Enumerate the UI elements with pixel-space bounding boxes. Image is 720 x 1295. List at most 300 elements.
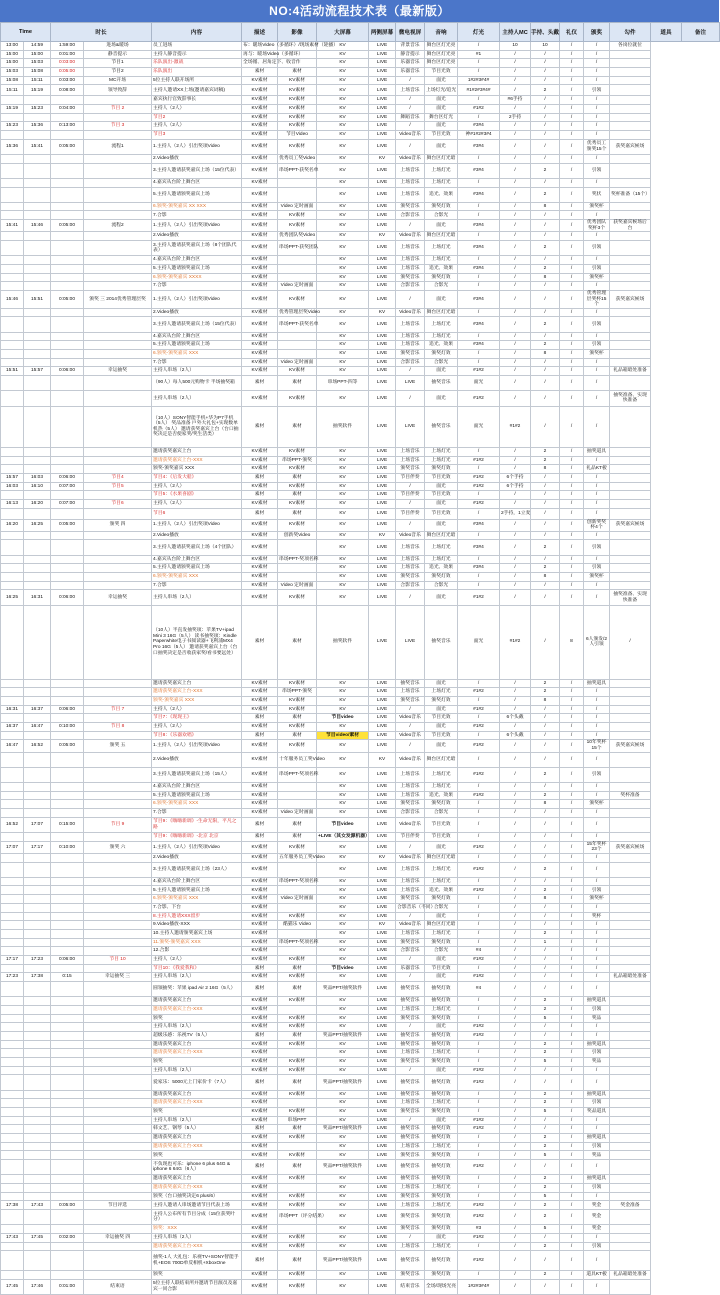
table-cell: KV (317, 232, 369, 241)
table-cell: KV (317, 767, 369, 782)
table-cell: LIVE (369, 491, 396, 500)
table-cell: KV素材 (242, 456, 278, 465)
table-cell: 15:23 (1, 122, 24, 131)
table-cell: / (560, 105, 584, 114)
table-cell (610, 376, 651, 391)
table-cell: 抽奖音乐 (396, 1040, 425, 1049)
table-cell (1, 1090, 24, 1099)
table-cell (51, 308, 84, 317)
table-cell: 主持人串场（2人） (152, 973, 242, 982)
table-row (1, 903, 720, 912)
table-cell (610, 308, 651, 317)
table-cell: / (560, 1049, 584, 1058)
table-cell: 上场音乐 (396, 1201, 425, 1210)
table-cell (1, 154, 24, 163)
table-cell: 串场PPT-奖项名称 (278, 767, 317, 782)
table-cell: / (396, 590, 425, 605)
table-cell: Video音乐 (396, 531, 425, 540)
table-cell: 获奖嘉宾候场后台 (610, 220, 651, 232)
table-cell: / (584, 921, 610, 930)
table-row (1, 791, 720, 800)
table-cell: KV (317, 220, 369, 232)
table-cell: Video 定时画面 (278, 895, 317, 904)
table-cell: 2.Video播放 (152, 154, 242, 163)
table-cell: 主持人（2人） (152, 122, 242, 131)
table-cell (51, 581, 84, 590)
column-header: 勾件 (610, 23, 651, 42)
table-cell: / (500, 929, 531, 938)
table-cell: LIVE (369, 817, 396, 832)
table-cell: LIVE (369, 1160, 396, 1175)
table-cell: KV素材 (242, 886, 278, 895)
table-cell (24, 886, 51, 895)
table-cell: KV (317, 447, 369, 456)
table-cell: 0:06:00 (51, 367, 84, 376)
table-cell: / (500, 982, 531, 997)
table-cell: 15:00 (1, 59, 24, 68)
table-cell: KV (317, 113, 369, 122)
table-cell: / (531, 1066, 560, 1075)
table-cell (610, 68, 651, 77)
table-cell: 抽奖音乐 (425, 605, 458, 679)
table-cell: 节目光效 (425, 473, 458, 482)
table-cell: 2 (531, 564, 560, 573)
table-row (1, 833, 720, 842)
table-cell: 奖金 (584, 1210, 610, 1225)
table-cell: 15:19 (1, 105, 24, 114)
table-cell (84, 877, 152, 886)
table-cell: 2 (531, 163, 560, 178)
table-cell (610, 178, 651, 187)
table-cell: / (560, 122, 584, 131)
table-row (1, 96, 720, 105)
table-cell: LIVE (396, 406, 425, 447)
table-cell: KV (317, 1242, 369, 1251)
table-row (1, 447, 720, 456)
table-cell (51, 391, 84, 406)
table-cell: 0:15 (51, 973, 84, 982)
table-row (1, 519, 720, 531)
table-cell (24, 406, 51, 447)
table-cell (51, 809, 84, 818)
table-cell: #1#2 (458, 456, 500, 465)
table-cell: 颁奖杯 (584, 895, 610, 904)
table-cell: 主持人串场（2人） (152, 1234, 242, 1243)
table-cell: 节目5 (84, 482, 152, 491)
table-cell: / (560, 256, 584, 265)
table-cell: / (458, 731, 500, 740)
table-cell: 颁奖 (152, 1014, 242, 1023)
table-cell: LIVE (369, 291, 396, 309)
table-cell: KV素材 (242, 1242, 278, 1251)
table-cell: / (584, 508, 610, 519)
table-cell: 上场音乐 (396, 1242, 425, 1251)
table-cell: / (458, 929, 500, 938)
table-cell: 串场PPT-奖项名称 (278, 555, 317, 564)
table-cell: / (584, 929, 610, 938)
table-cell: LIVE (369, 76, 396, 85)
table-cell (610, 581, 651, 590)
table-cell (51, 929, 84, 938)
table-cell: / (458, 1099, 500, 1108)
table-cell: 7.合影 (152, 809, 242, 818)
table-cell: / (396, 391, 425, 406)
table-cell (84, 211, 152, 220)
table-cell: / (531, 555, 560, 564)
table-cell (610, 154, 651, 163)
table-cell: / (560, 1040, 584, 1049)
table-cell (51, 1090, 84, 1099)
table-cell: / (531, 367, 560, 376)
table-row (1, 1090, 720, 1099)
table-cell: KV素材 (242, 241, 278, 256)
table-cell (24, 605, 51, 679)
table-cell: / (458, 903, 500, 912)
table-cell: / (560, 1151, 584, 1160)
table-cell: / (458, 1090, 500, 1099)
table-cell: 抽奖灯效 (425, 1175, 458, 1184)
table-cell: 节目7：《现现王》 (152, 714, 242, 723)
table-cell: 15:51 (24, 291, 51, 309)
table-cell: 主持人邀请人串场邀请节目代表上场 (152, 1201, 242, 1210)
table-cell: 奖品 (584, 1058, 610, 1067)
table-cell (24, 350, 51, 359)
table-row (1, 232, 720, 241)
table-cell: / (560, 465, 584, 474)
table-cell: KV素材 (242, 783, 278, 792)
table-cell (84, 163, 152, 178)
table-cell: / (584, 1160, 610, 1175)
table-cell: / (560, 376, 584, 391)
table-cell: 抽奖软件 (317, 406, 369, 447)
table-cell: 上场音乐 (396, 929, 425, 938)
table-cell: 3.主持人邀请获奖嘉宾上场（4个团队） (152, 540, 242, 555)
table-cell: KV素材 (242, 282, 278, 291)
table-cell: 素材 (242, 68, 278, 77)
table-cell: / (584, 1279, 610, 1294)
table-row (1, 508, 720, 519)
table-cell: 优秀团队奖Video (278, 232, 317, 241)
table-cell: 主持人（2人） (152, 105, 242, 114)
table-cell: KV素材 (242, 1040, 278, 1049)
table-cell (1, 1175, 24, 1184)
table-cell: / (500, 938, 531, 947)
table-cell: KV (317, 590, 369, 605)
table-cell: LIVE (369, 1242, 396, 1251)
table-cell: / (560, 938, 584, 947)
table-cell (1, 163, 24, 178)
table-cell: 获奖嘉宾候场 (610, 139, 651, 154)
table-cell: #1#2 (458, 1116, 500, 1125)
table-cell: LIVE (369, 447, 396, 456)
table-cell: / (531, 841, 560, 853)
table-cell: / (396, 723, 425, 732)
table-cell: #1#2 (458, 1160, 500, 1175)
table-cell: 9.Video播放-XXX (152, 921, 242, 930)
table-cell: LIVE (369, 273, 396, 282)
table-cell (610, 256, 651, 265)
table-cell (84, 273, 152, 282)
table-cell: 颁奖音乐 (396, 696, 425, 705)
table-cell: 颁奖灯效 (425, 202, 458, 211)
table-cell (24, 1090, 51, 1099)
table-cell: / (584, 688, 610, 697)
table-cell: KV (317, 332, 369, 341)
table-cell: 面光 (458, 376, 500, 391)
table-cell: / (458, 308, 500, 317)
table-cell: 0:05:00 (51, 139, 84, 154)
table-cell: / (458, 508, 500, 519)
table-cell: 5位主持人联开场所 (152, 76, 242, 85)
table-cell: / (560, 220, 584, 232)
table-cell: 上场音乐 (396, 241, 425, 256)
table-cell: / (500, 1040, 531, 1049)
table-cell: LIVE (369, 800, 396, 809)
table-cell: 奖品PPT/抽奖软件 (317, 1160, 369, 1175)
table-cell: KV素材 (242, 997, 278, 1006)
table-cell (24, 178, 51, 187)
table-cell: 0:06:00 (51, 590, 84, 605)
table-cell: 0:10:00 (51, 723, 84, 732)
table-cell (610, 1242, 651, 1251)
table-cell: 颁奖灯效 (425, 1108, 458, 1117)
table-cell: 1 (531, 938, 560, 947)
table-cell: 6.颁奖-颁奖嘉宾 XX XXX (152, 202, 242, 211)
table-cell: / (531, 76, 560, 85)
table-row (1, 273, 720, 282)
table-cell (84, 96, 152, 105)
table-cell: 邀请获奖嘉宾上台 (152, 1040, 242, 1049)
table-cell (610, 540, 651, 555)
table-cell (1, 947, 24, 956)
table-cell: 节目5：《水果喜剧》 (152, 491, 242, 500)
table-cell (610, 997, 651, 1006)
table-cell (24, 1175, 51, 1184)
table-cell: 颁奖音乐 (396, 573, 425, 582)
table-cell (1, 508, 24, 519)
table-cell: KV (317, 273, 369, 282)
table-cell: Video 定时画面 (278, 202, 317, 211)
table-cell: LIVE (369, 581, 396, 590)
table-cell: 酷猫乐 Video (278, 921, 317, 930)
table-cell: 17:38 (24, 973, 51, 982)
table-cell: 2 (531, 791, 560, 800)
table-cell (278, 332, 317, 341)
table-cell: / (500, 358, 531, 367)
table-cell: / (560, 232, 584, 241)
table-cell: / (610, 605, 651, 679)
table-cell: 优秀团队奖杯3个 (584, 220, 610, 232)
table-cell: 结束音乐 (396, 1279, 425, 1294)
table-cell: / (531, 973, 560, 982)
table-cell: #4 (458, 982, 500, 997)
table-cell: KV素材 (242, 800, 278, 809)
table-cell: / (500, 1251, 531, 1271)
table-cell: Video音乐 (396, 853, 425, 862)
table-cell: Video 定时画面 (278, 581, 317, 590)
table-cell: / (396, 912, 425, 921)
table-cell: Video音乐 (396, 817, 425, 832)
table-cell (610, 113, 651, 122)
table-cell: / (500, 350, 531, 359)
table-cell: / (560, 341, 584, 350)
table-cell (610, 679, 651, 688)
table-cell (1, 1192, 24, 1201)
table-cell: 16:20 (1, 519, 24, 531)
table-cell: LIVE (369, 877, 396, 886)
table-cell: 面光 (425, 705, 458, 714)
table-cell: / (500, 955, 531, 964)
table-cell: KV (317, 122, 369, 131)
table-cell: 主持人（2人） (152, 500, 242, 509)
table-cell: / (500, 752, 531, 767)
table-cell: 奖品 (584, 1151, 610, 1160)
table-cell: / (396, 1234, 425, 1243)
table-cell: KV素材 (242, 696, 278, 705)
table-cell: 上场音乐 (396, 332, 425, 341)
table-row (1, 341, 720, 350)
table-cell: 邀请获奖嘉宾上台-XXX (152, 688, 242, 697)
table-cell (278, 1225, 317, 1234)
table-row (1, 696, 720, 705)
table-cell: / (560, 817, 584, 832)
table-cell: 0:05:00 (51, 519, 84, 531)
table-cell (1, 406, 24, 447)
table-cell (610, 85, 651, 96)
table-cell: / (500, 1142, 531, 1151)
table-cell: / (500, 1184, 531, 1193)
table-cell (1, 853, 24, 862)
table-cell: 上场音乐 (396, 1142, 425, 1151)
table-cell (24, 264, 51, 273)
table-cell: 引领 (584, 241, 610, 256)
table-cell: #3#4 (458, 163, 500, 178)
table-cell: 2 (531, 1201, 560, 1210)
table-cell: / (458, 752, 500, 767)
table-cell: 上场灯光 (425, 178, 458, 187)
table-cell (84, 783, 152, 792)
table-cell (24, 282, 51, 291)
table-cell: / (500, 791, 531, 800)
table-cell: KV素材 (242, 973, 278, 982)
table-cell: 颁奖-颁奖嘉宾 XXX (152, 696, 242, 705)
table-cell: 合影音乐 (396, 211, 425, 220)
table-cell (1, 833, 24, 842)
table-cell: / (500, 273, 531, 282)
table-cell: / (458, 178, 500, 187)
table-cell: / (584, 232, 610, 241)
table-cell: / (531, 332, 560, 341)
table-cell (1, 273, 24, 282)
table-cell: KV素材 (242, 341, 278, 350)
table-cell: LIVE (369, 1142, 396, 1151)
table-cell: / (584, 1066, 610, 1075)
table-cell (84, 202, 152, 211)
table-cell: / (500, 540, 531, 555)
table-cell: 5 (531, 1151, 560, 1160)
table-cell: 节目4 (84, 473, 152, 482)
table-cell: / (531, 282, 560, 291)
table-cell: / (560, 964, 584, 973)
table-cell: LIVE (369, 740, 396, 752)
table-cell (51, 1116, 84, 1125)
table-cell: 节目光效 (425, 508, 458, 519)
table-cell: KV素材 (278, 973, 317, 982)
table-cell: 5 (531, 1058, 560, 1067)
table-cell: / (500, 912, 531, 921)
table-cell: / (531, 581, 560, 590)
table-cell: 7.合影、下台 (152, 903, 242, 912)
table-cell: 乐队演出 (152, 68, 242, 77)
table-cell: 串场PPT-奖项名称 (278, 938, 317, 947)
table-cell (1, 96, 24, 105)
table-cell: LIVE (369, 264, 396, 273)
table-cell: / (500, 341, 531, 350)
table-cell (610, 163, 651, 178)
table-cell: KV (369, 853, 396, 862)
table-cell: 2 (531, 264, 560, 273)
table-cell: KV素材 (242, 139, 278, 154)
table-cell (278, 540, 317, 555)
table-cell: / (584, 491, 610, 500)
table-cell (51, 1210, 84, 1225)
table-cell: / (560, 895, 584, 904)
table-cell: KV素材 (278, 1066, 317, 1075)
table-row (1, 139, 720, 154)
table-cell (1, 256, 24, 265)
table-cell (610, 1040, 651, 1049)
table-cell: LIVE (369, 947, 396, 956)
table-cell (84, 581, 152, 590)
table-cell: 奖金 (584, 1225, 610, 1234)
table-cell: #3#4 (458, 241, 500, 256)
table-cell: 2 (531, 1134, 560, 1143)
table-cell: KV素材 (278, 85, 317, 96)
table-cell: LIVE (369, 862, 396, 877)
table-cell: / (500, 833, 531, 842)
table-cell: #1#2 (458, 1210, 500, 1225)
table-cell: 12.合影 (152, 947, 242, 956)
table-cell: 17:46 (24, 1279, 51, 1294)
table-cell: KV素材 (242, 1116, 278, 1125)
table-cell: #1#2 (458, 1201, 500, 1210)
table-cell: / (560, 447, 584, 456)
table-cell (51, 696, 84, 705)
table-cell (1, 929, 24, 938)
table-cell (610, 955, 651, 964)
table-cell: 节目1 (84, 59, 152, 68)
table-cell: 节目6 (152, 508, 242, 519)
table-row (1, 1242, 720, 1251)
table-cell: 不负现也可乐：iphone 6 plus 64G & iphone 6 64G（6人） (152, 1160, 242, 1175)
table-cell: KV (317, 187, 369, 202)
table-cell (84, 1271, 152, 1280)
table-cell (1, 800, 24, 809)
table-cell: 素材 (278, 964, 317, 973)
table-cell: / (531, 955, 560, 964)
table-cell: KV素材 (242, 105, 278, 114)
table-cell: LIVE (369, 367, 396, 376)
table-cell: / (500, 767, 531, 782)
table-cell: 2 (531, 679, 560, 688)
table-cell: / (458, 447, 500, 456)
table-cell (51, 877, 84, 886)
table-cell: KV素材 (242, 113, 278, 122)
table-cell: KV素材 (242, 841, 278, 853)
table-cell: 进场&暖场 (84, 42, 152, 51)
table-cell: / (531, 232, 560, 241)
table-cell: / (584, 731, 610, 740)
